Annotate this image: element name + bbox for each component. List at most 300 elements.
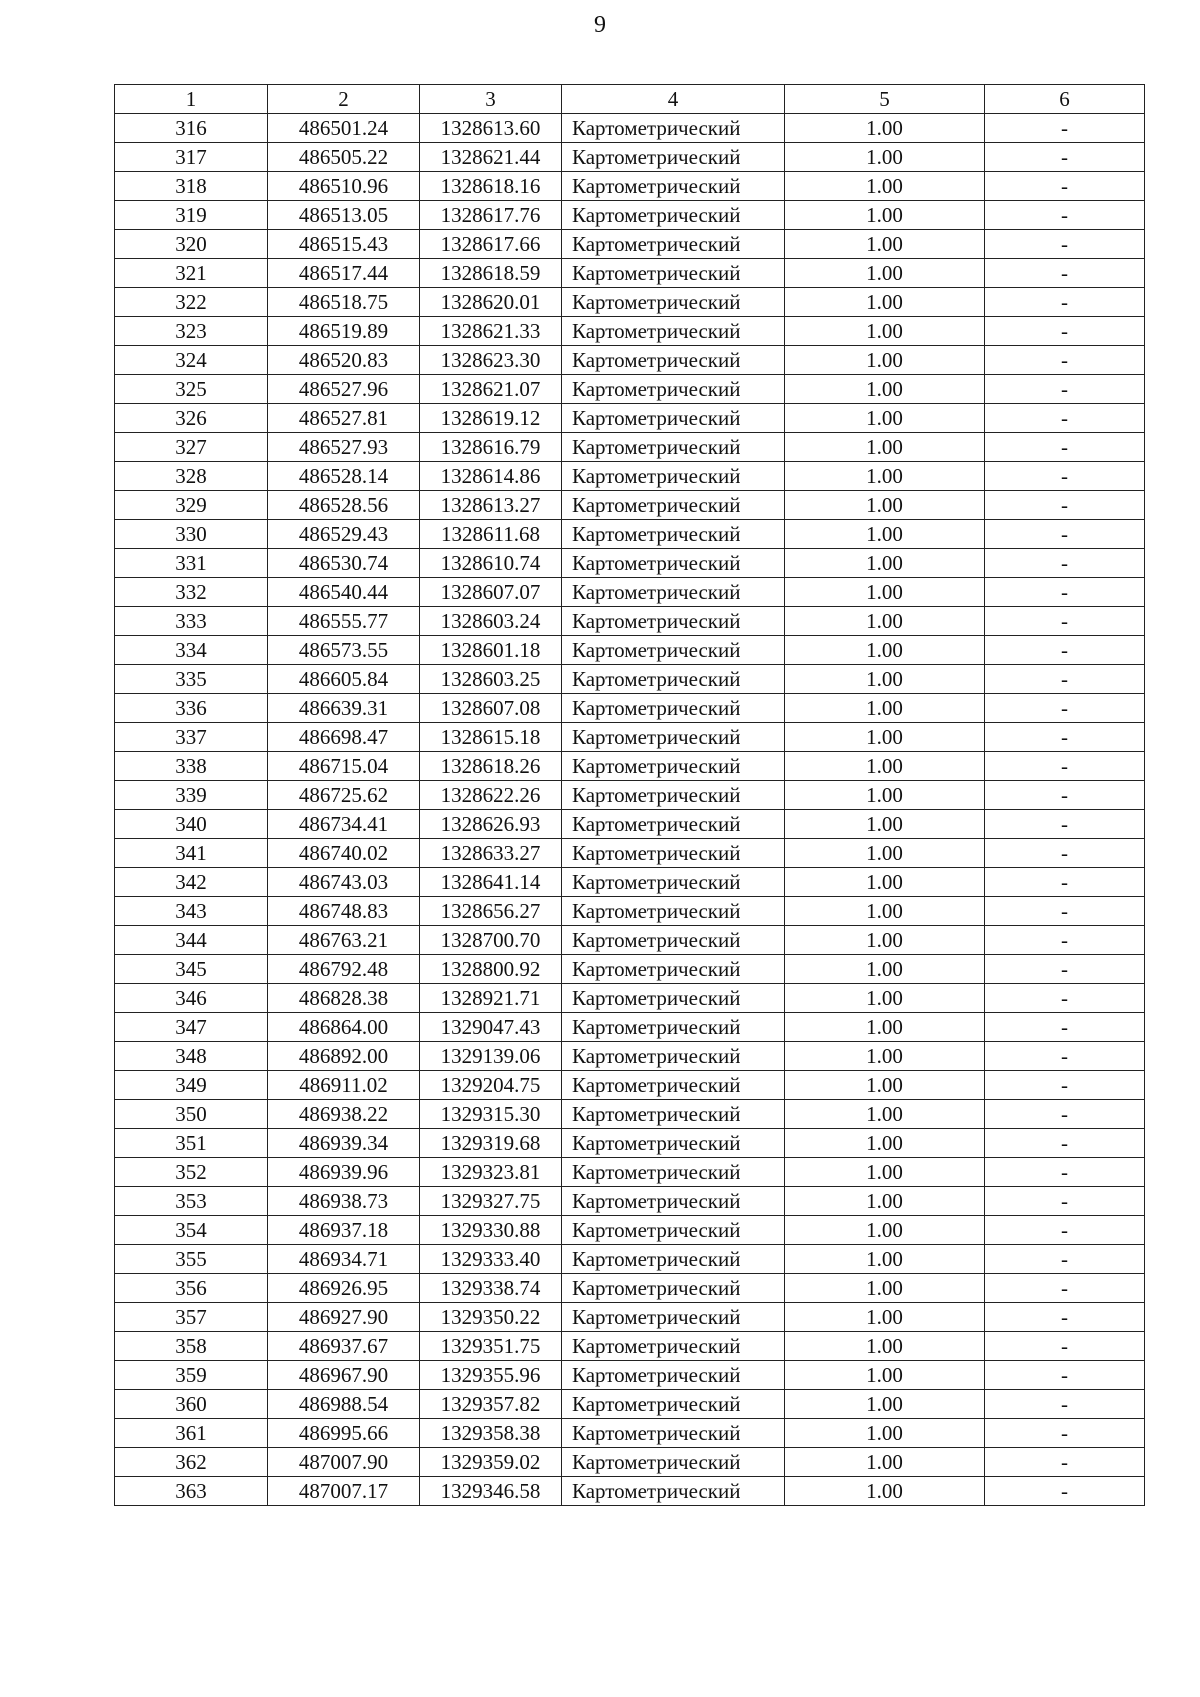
accuracy-cell: 1.00 bbox=[785, 955, 985, 984]
method-cell: Картометрический bbox=[562, 172, 785, 201]
accuracy-cell: 1.00 bbox=[785, 1419, 985, 1448]
accuracy-cell: 1.00 bbox=[785, 375, 985, 404]
point-number-cell: 347 bbox=[115, 1013, 268, 1042]
x-coordinate-cell: 486792.48 bbox=[268, 955, 420, 984]
accuracy-cell: 1.00 bbox=[785, 317, 985, 346]
x-coordinate-cell: 486527.93 bbox=[268, 433, 420, 462]
description-cell: - bbox=[985, 665, 1145, 694]
method-cell: Картометрический bbox=[562, 897, 785, 926]
accuracy-cell: 1.00 bbox=[785, 752, 985, 781]
point-number-cell: 316 bbox=[115, 114, 268, 143]
point-number-cell: 346 bbox=[115, 984, 268, 1013]
x-coordinate-cell: 486864.00 bbox=[268, 1013, 420, 1042]
method-cell: Картометрический bbox=[562, 259, 785, 288]
table-row bbox=[115, 404, 1145, 433]
table-row bbox=[115, 665, 1145, 694]
description-cell: - bbox=[985, 404, 1145, 433]
table-row bbox=[115, 462, 1145, 491]
accuracy-cell: 1.00 bbox=[785, 1216, 985, 1245]
method-cell: Картометрический bbox=[562, 1448, 785, 1477]
method-cell: Картометрический bbox=[562, 520, 785, 549]
x-coordinate-cell: 486988.54 bbox=[268, 1390, 420, 1419]
y-coordinate-cell: 1328619.12 bbox=[420, 404, 562, 433]
description-cell: - bbox=[985, 781, 1145, 810]
y-coordinate-cell: 1328800.92 bbox=[420, 955, 562, 984]
description-cell: - bbox=[985, 1448, 1145, 1477]
x-coordinate-cell: 486540.44 bbox=[268, 578, 420, 607]
point-number-cell: 339 bbox=[115, 781, 268, 810]
description-cell: - bbox=[985, 317, 1145, 346]
accuracy-cell: 1.00 bbox=[785, 143, 985, 172]
method-cell: Картометрический bbox=[562, 1071, 785, 1100]
y-coordinate-cell: 1328613.27 bbox=[420, 491, 562, 520]
accuracy-cell: 1.00 bbox=[785, 1448, 985, 1477]
accuracy-cell: 1.00 bbox=[785, 694, 985, 723]
description-cell: - bbox=[985, 1245, 1145, 1274]
table-row bbox=[115, 926, 1145, 955]
table-row bbox=[115, 1071, 1145, 1100]
y-coordinate-cell: 1328700.70 bbox=[420, 926, 562, 955]
method-cell: Картометрический bbox=[562, 1158, 785, 1187]
y-coordinate-cell: 1328621.33 bbox=[420, 317, 562, 346]
x-coordinate-cell: 486573.55 bbox=[268, 636, 420, 665]
coordinates-table bbox=[114, 84, 1145, 1506]
accuracy-cell: 1.00 bbox=[785, 810, 985, 839]
accuracy-cell: 1.00 bbox=[785, 230, 985, 259]
point-number-cell: 344 bbox=[115, 926, 268, 955]
y-coordinate-cell: 1328614.86 bbox=[420, 462, 562, 491]
point-number-cell: 357 bbox=[115, 1303, 268, 1332]
table-row bbox=[115, 578, 1145, 607]
method-cell: Картометрический bbox=[562, 723, 785, 752]
table-row bbox=[115, 752, 1145, 781]
accuracy-cell: 1.00 bbox=[785, 1274, 985, 1303]
table-row bbox=[115, 1448, 1145, 1477]
y-coordinate-cell: 1328617.76 bbox=[420, 201, 562, 230]
point-number-cell: 350 bbox=[115, 1100, 268, 1129]
method-cell: Картометрический bbox=[562, 984, 785, 1013]
accuracy-cell: 1.00 bbox=[785, 781, 985, 810]
table-row bbox=[115, 346, 1145, 375]
description-cell: - bbox=[985, 520, 1145, 549]
point-number-cell: 360 bbox=[115, 1390, 268, 1419]
table-row bbox=[115, 723, 1145, 752]
accuracy-cell: 1.00 bbox=[785, 1013, 985, 1042]
x-coordinate-cell: 486517.44 bbox=[268, 259, 420, 288]
point-number-cell: 336 bbox=[115, 694, 268, 723]
point-number-cell: 318 bbox=[115, 172, 268, 201]
description-cell: - bbox=[985, 1013, 1145, 1042]
y-coordinate-cell: 1329358.38 bbox=[420, 1419, 562, 1448]
table-row bbox=[115, 491, 1145, 520]
x-coordinate-cell: 486938.73 bbox=[268, 1187, 420, 1216]
description-cell: - bbox=[985, 1158, 1145, 1187]
y-coordinate-cell: 1328616.79 bbox=[420, 433, 562, 462]
table-row bbox=[115, 143, 1145, 172]
accuracy-cell: 1.00 bbox=[785, 984, 985, 1013]
method-cell: Картометрический bbox=[562, 549, 785, 578]
accuracy-cell: 1.00 bbox=[785, 259, 985, 288]
table-row bbox=[115, 201, 1145, 230]
description-cell: - bbox=[985, 694, 1145, 723]
accuracy-cell: 1.00 bbox=[785, 926, 985, 955]
x-coordinate-cell: 486892.00 bbox=[268, 1042, 420, 1071]
x-coordinate-cell: 486939.34 bbox=[268, 1129, 420, 1158]
point-number-cell: 323 bbox=[115, 317, 268, 346]
description-cell: - bbox=[985, 1187, 1145, 1216]
method-cell: Картометрический bbox=[562, 462, 785, 491]
column-header: 1 bbox=[115, 85, 268, 114]
x-coordinate-cell: 486518.75 bbox=[268, 288, 420, 317]
method-cell: Картометрический bbox=[562, 433, 785, 462]
x-coordinate-cell: 486828.38 bbox=[268, 984, 420, 1013]
accuracy-cell: 1.00 bbox=[785, 1303, 985, 1332]
accuracy-cell: 1.00 bbox=[785, 549, 985, 578]
y-coordinate-cell: 1328617.66 bbox=[420, 230, 562, 259]
y-coordinate-cell: 1329359.02 bbox=[420, 1448, 562, 1477]
method-cell: Картометрический bbox=[562, 201, 785, 230]
y-coordinate-cell: 1329323.81 bbox=[420, 1158, 562, 1187]
x-coordinate-cell: 486515.43 bbox=[268, 230, 420, 259]
table-row bbox=[115, 1419, 1145, 1448]
description-cell: - bbox=[985, 375, 1145, 404]
y-coordinate-cell: 1328618.26 bbox=[420, 752, 562, 781]
point-number-cell: 320 bbox=[115, 230, 268, 259]
description-cell: - bbox=[985, 955, 1145, 984]
description-cell: - bbox=[985, 346, 1145, 375]
description-cell: - bbox=[985, 1071, 1145, 1100]
y-coordinate-cell: 1328603.25 bbox=[420, 665, 562, 694]
table-row bbox=[115, 1042, 1145, 1071]
description-cell: - bbox=[985, 549, 1145, 578]
method-cell: Картометрический bbox=[562, 1361, 785, 1390]
point-number-cell: 325 bbox=[115, 375, 268, 404]
method-cell: Картометрический bbox=[562, 1274, 785, 1303]
y-coordinate-cell: 1328607.08 bbox=[420, 694, 562, 723]
table-row bbox=[115, 375, 1145, 404]
method-cell: Картометрический bbox=[562, 1129, 785, 1158]
x-coordinate-cell: 486519.89 bbox=[268, 317, 420, 346]
table-row bbox=[115, 259, 1145, 288]
table-row bbox=[115, 549, 1145, 578]
method-cell: Картометрический bbox=[562, 607, 785, 636]
table-row bbox=[115, 1477, 1145, 1506]
point-number-cell: 333 bbox=[115, 607, 268, 636]
y-coordinate-cell: 1329333.40 bbox=[420, 1245, 562, 1274]
accuracy-cell: 1.00 bbox=[785, 1477, 985, 1506]
accuracy-cell: 1.00 bbox=[785, 1332, 985, 1361]
y-coordinate-cell: 1328618.16 bbox=[420, 172, 562, 201]
table-row bbox=[115, 868, 1145, 897]
method-cell: Картометрический bbox=[562, 1303, 785, 1332]
point-number-cell: 363 bbox=[115, 1477, 268, 1506]
description-cell: - bbox=[985, 1129, 1145, 1158]
method-cell: Картометрический bbox=[562, 926, 785, 955]
description-cell: - bbox=[985, 1419, 1145, 1448]
table-row bbox=[115, 810, 1145, 839]
description-cell: - bbox=[985, 810, 1145, 839]
y-coordinate-cell: 1329357.82 bbox=[420, 1390, 562, 1419]
point-number-cell: 335 bbox=[115, 665, 268, 694]
description-cell: - bbox=[985, 897, 1145, 926]
x-coordinate-cell: 486725.62 bbox=[268, 781, 420, 810]
accuracy-cell: 1.00 bbox=[785, 520, 985, 549]
description-cell: - bbox=[985, 288, 1145, 317]
y-coordinate-cell: 1328601.18 bbox=[420, 636, 562, 665]
method-cell: Картометрический bbox=[562, 346, 785, 375]
table-row bbox=[115, 984, 1145, 1013]
point-number-cell: 345 bbox=[115, 955, 268, 984]
point-number-cell: 321 bbox=[115, 259, 268, 288]
y-coordinate-cell: 1328626.93 bbox=[420, 810, 562, 839]
column-header: 3 bbox=[420, 85, 562, 114]
description-cell: - bbox=[985, 839, 1145, 868]
x-coordinate-cell: 486911.02 bbox=[268, 1071, 420, 1100]
y-coordinate-cell: 1329355.96 bbox=[420, 1361, 562, 1390]
table-row bbox=[115, 1303, 1145, 1332]
table-row bbox=[115, 1390, 1145, 1419]
method-cell: Картометрический bbox=[562, 491, 785, 520]
page-number: 9 bbox=[594, 12, 606, 38]
x-coordinate-cell: 486740.02 bbox=[268, 839, 420, 868]
description-cell: - bbox=[985, 1390, 1145, 1419]
point-number-cell: 341 bbox=[115, 839, 268, 868]
accuracy-cell: 1.00 bbox=[785, 1042, 985, 1071]
point-number-cell: 329 bbox=[115, 491, 268, 520]
accuracy-cell: 1.00 bbox=[785, 839, 985, 868]
description-cell: - bbox=[985, 1100, 1145, 1129]
x-coordinate-cell: 486763.21 bbox=[268, 926, 420, 955]
description-cell: - bbox=[985, 1274, 1145, 1303]
accuracy-cell: 1.00 bbox=[785, 578, 985, 607]
point-number-cell: 322 bbox=[115, 288, 268, 317]
y-coordinate-cell: 1328921.71 bbox=[420, 984, 562, 1013]
method-cell: Картометрический bbox=[562, 636, 785, 665]
method-cell: Картометрический bbox=[562, 1100, 785, 1129]
table-row bbox=[115, 607, 1145, 636]
point-number-cell: 324 bbox=[115, 346, 268, 375]
table-row bbox=[115, 839, 1145, 868]
method-cell: Картометрический bbox=[562, 375, 785, 404]
y-coordinate-cell: 1328620.01 bbox=[420, 288, 562, 317]
y-coordinate-cell: 1329047.43 bbox=[420, 1013, 562, 1042]
method-cell: Картометрический bbox=[562, 752, 785, 781]
x-coordinate-cell: 486505.22 bbox=[268, 143, 420, 172]
accuracy-cell: 1.00 bbox=[785, 172, 985, 201]
point-number-cell: 361 bbox=[115, 1419, 268, 1448]
description-cell: - bbox=[985, 1361, 1145, 1390]
y-coordinate-cell: 1328618.59 bbox=[420, 259, 562, 288]
table-row bbox=[115, 114, 1145, 143]
accuracy-cell: 1.00 bbox=[785, 1245, 985, 1274]
method-cell: Картометрический bbox=[562, 404, 785, 433]
y-coordinate-cell: 1328623.30 bbox=[420, 346, 562, 375]
method-cell: Картометрический bbox=[562, 1042, 785, 1071]
x-coordinate-cell: 486926.95 bbox=[268, 1274, 420, 1303]
table-row bbox=[115, 636, 1145, 665]
x-coordinate-cell: 486734.41 bbox=[268, 810, 420, 839]
x-coordinate-cell: 486529.43 bbox=[268, 520, 420, 549]
x-coordinate-cell: 486927.90 bbox=[268, 1303, 420, 1332]
method-cell: Картометрический bbox=[562, 1216, 785, 1245]
description-cell: - bbox=[985, 230, 1145, 259]
y-coordinate-cell: 1329351.75 bbox=[420, 1332, 562, 1361]
x-coordinate-cell: 486555.77 bbox=[268, 607, 420, 636]
y-coordinate-cell: 1329350.22 bbox=[420, 1303, 562, 1332]
point-number-cell: 340 bbox=[115, 810, 268, 839]
x-coordinate-cell: 487007.90 bbox=[268, 1448, 420, 1477]
method-cell: Картометрический bbox=[562, 810, 785, 839]
table-row bbox=[115, 1129, 1145, 1158]
table-row bbox=[115, 781, 1145, 810]
x-coordinate-cell: 486995.66 bbox=[268, 1419, 420, 1448]
accuracy-cell: 1.00 bbox=[785, 201, 985, 230]
table-row bbox=[115, 1245, 1145, 1274]
y-coordinate-cell: 1329330.88 bbox=[420, 1216, 562, 1245]
x-coordinate-cell: 486937.18 bbox=[268, 1216, 420, 1245]
description-cell: - bbox=[985, 1477, 1145, 1506]
point-number-cell: 342 bbox=[115, 868, 268, 897]
x-coordinate-cell: 486715.04 bbox=[268, 752, 420, 781]
accuracy-cell: 1.00 bbox=[785, 462, 985, 491]
point-number-cell: 330 bbox=[115, 520, 268, 549]
x-coordinate-cell: 486513.05 bbox=[268, 201, 420, 230]
column-header: 6 bbox=[985, 85, 1145, 114]
description-cell: - bbox=[985, 723, 1145, 752]
description-cell: - bbox=[985, 926, 1145, 955]
point-number-cell: 332 bbox=[115, 578, 268, 607]
method-cell: Картометрический bbox=[562, 288, 785, 317]
method-cell: Картометрический bbox=[562, 1390, 785, 1419]
description-cell: - bbox=[985, 636, 1145, 665]
method-cell: Картометрический bbox=[562, 1245, 785, 1274]
point-number-cell: 353 bbox=[115, 1187, 268, 1216]
accuracy-cell: 1.00 bbox=[785, 868, 985, 897]
y-coordinate-cell: 1329338.74 bbox=[420, 1274, 562, 1303]
description-cell: - bbox=[985, 1332, 1145, 1361]
point-number-cell: 337 bbox=[115, 723, 268, 752]
x-coordinate-cell: 486967.90 bbox=[268, 1361, 420, 1390]
point-number-cell: 349 bbox=[115, 1071, 268, 1100]
x-coordinate-cell: 486528.56 bbox=[268, 491, 420, 520]
point-number-cell: 338 bbox=[115, 752, 268, 781]
x-coordinate-cell: 486748.83 bbox=[268, 897, 420, 926]
y-coordinate-cell: 1328607.07 bbox=[420, 578, 562, 607]
table-row bbox=[115, 1332, 1145, 1361]
method-cell: Картометрический bbox=[562, 1187, 785, 1216]
y-coordinate-cell: 1329139.06 bbox=[420, 1042, 562, 1071]
table-row bbox=[115, 1100, 1145, 1129]
method-cell: Картометрический bbox=[562, 694, 785, 723]
x-coordinate-cell: 486934.71 bbox=[268, 1245, 420, 1274]
table-row bbox=[115, 520, 1145, 549]
y-coordinate-cell: 1328613.60 bbox=[420, 114, 562, 143]
table-row bbox=[115, 317, 1145, 346]
method-cell: Картометрический bbox=[562, 781, 785, 810]
description-cell: - bbox=[985, 259, 1145, 288]
x-coordinate-cell: 486510.96 bbox=[268, 172, 420, 201]
accuracy-cell: 1.00 bbox=[785, 346, 985, 375]
table-row bbox=[115, 230, 1145, 259]
point-number-cell: 362 bbox=[115, 1448, 268, 1477]
accuracy-cell: 1.00 bbox=[785, 1361, 985, 1390]
method-cell: Картометрический bbox=[562, 317, 785, 346]
point-number-cell: 331 bbox=[115, 549, 268, 578]
y-coordinate-cell: 1329319.68 bbox=[420, 1129, 562, 1158]
method-cell: Картометрический bbox=[562, 1013, 785, 1042]
point-number-cell: 348 bbox=[115, 1042, 268, 1071]
description-cell: - bbox=[985, 462, 1145, 491]
accuracy-cell: 1.00 bbox=[785, 404, 985, 433]
method-cell: Картометрический bbox=[562, 839, 785, 868]
table-row bbox=[115, 433, 1145, 462]
description-cell: - bbox=[985, 433, 1145, 462]
y-coordinate-cell: 1328656.27 bbox=[420, 897, 562, 926]
description-cell: - bbox=[985, 172, 1145, 201]
y-coordinate-cell: 1328615.18 bbox=[420, 723, 562, 752]
accuracy-cell: 1.00 bbox=[785, 1100, 985, 1129]
column-header: 5 bbox=[785, 85, 985, 114]
description-cell: - bbox=[985, 752, 1145, 781]
method-cell: Картометрический bbox=[562, 578, 785, 607]
table-row bbox=[115, 897, 1145, 926]
accuracy-cell: 1.00 bbox=[785, 607, 985, 636]
table-row bbox=[115, 1216, 1145, 1245]
accuracy-cell: 1.00 bbox=[785, 1390, 985, 1419]
y-coordinate-cell: 1328611.68 bbox=[420, 520, 562, 549]
y-coordinate-cell: 1328621.07 bbox=[420, 375, 562, 404]
point-number-cell: 343 bbox=[115, 897, 268, 926]
accuracy-cell: 1.00 bbox=[785, 433, 985, 462]
description-cell: - bbox=[985, 201, 1145, 230]
method-cell: Картометрический bbox=[562, 1332, 785, 1361]
accuracy-cell: 1.00 bbox=[785, 1187, 985, 1216]
description-cell: - bbox=[985, 607, 1145, 636]
method-cell: Картометрический bbox=[562, 868, 785, 897]
x-coordinate-cell: 486527.81 bbox=[268, 404, 420, 433]
accuracy-cell: 1.00 bbox=[785, 636, 985, 665]
y-coordinate-cell: 1329327.75 bbox=[420, 1187, 562, 1216]
point-number-cell: 354 bbox=[115, 1216, 268, 1245]
table-row bbox=[115, 1013, 1145, 1042]
x-coordinate-cell: 486698.47 bbox=[268, 723, 420, 752]
method-cell: Картометрический bbox=[562, 955, 785, 984]
table-row bbox=[115, 1274, 1145, 1303]
x-coordinate-cell: 486743.03 bbox=[268, 868, 420, 897]
description-cell: - bbox=[985, 114, 1145, 143]
method-cell: Картометрический bbox=[562, 665, 785, 694]
point-number-cell: 355 bbox=[115, 1245, 268, 1274]
x-coordinate-cell: 486605.84 bbox=[268, 665, 420, 694]
column-header: 2 bbox=[268, 85, 420, 114]
method-cell: Картометрический bbox=[562, 143, 785, 172]
point-number-cell: 328 bbox=[115, 462, 268, 491]
y-coordinate-cell: 1329204.75 bbox=[420, 1071, 562, 1100]
x-coordinate-cell: 487007.17 bbox=[268, 1477, 420, 1506]
table-body bbox=[115, 114, 1145, 1506]
y-coordinate-cell: 1329346.58 bbox=[420, 1477, 562, 1506]
table-row bbox=[115, 694, 1145, 723]
x-coordinate-cell: 486938.22 bbox=[268, 1100, 420, 1129]
accuracy-cell: 1.00 bbox=[785, 1071, 985, 1100]
method-cell: Картометрический bbox=[562, 1419, 785, 1448]
description-cell: - bbox=[985, 868, 1145, 897]
x-coordinate-cell: 486527.96 bbox=[268, 375, 420, 404]
x-coordinate-cell: 486530.74 bbox=[268, 549, 420, 578]
description-cell: - bbox=[985, 1303, 1145, 1332]
method-cell: Картометрический bbox=[562, 230, 785, 259]
description-cell: - bbox=[985, 578, 1145, 607]
